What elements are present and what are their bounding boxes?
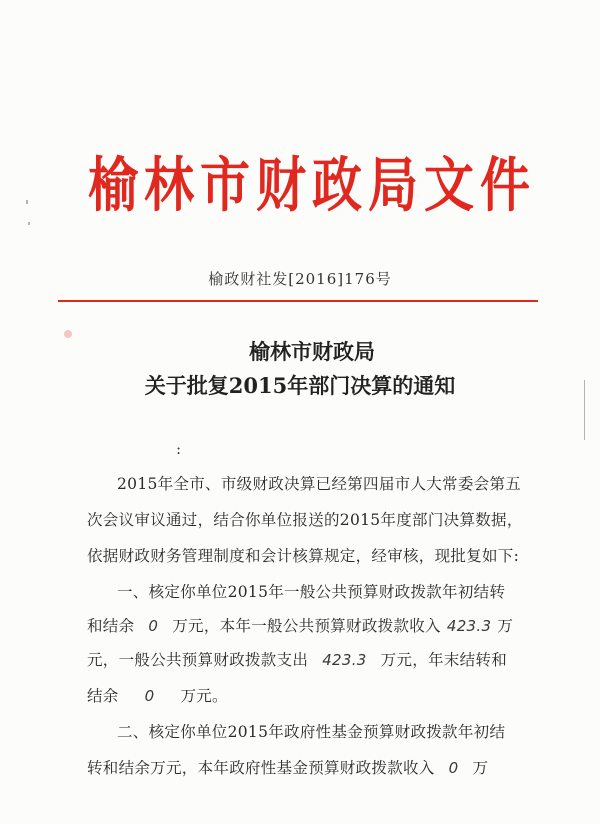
- paragraph-1-line-3: 依据财政财务管理制度和会计核算规定，经审核，现批复如下:: [87, 547, 520, 565]
- scan-edge-line: [584, 380, 585, 440]
- income-value: 423.3: [446, 617, 492, 635]
- paragraph-1-line-1: 2015年全市、市级财政决算已经第四届市人大常委会第五: [117, 475, 522, 493]
- seal-trace: [64, 330, 72, 338]
- item-1-line-2-prefix: 和结余: [87, 617, 135, 635]
- opening-balance-value: 0: [148, 617, 159, 635]
- item-1-line-2: [87, 614, 513, 636]
- item-2-line-2-suffix: 万: [472, 759, 489, 777]
- item-2-line-2-prefix: 转和结余万元，本年政府性基金预算财政拨款收入: [87, 759, 435, 777]
- paragraph-1-line-2: 次会议审议通过，结合你单位报送的2015年度部门决算数据，: [87, 511, 523, 529]
- item-1-line-3-suffix: 万元，年末结转和: [380, 651, 508, 669]
- notice-title-line-1: 榆林市财政局: [249, 339, 375, 364]
- scan-mark: [28, 222, 30, 225]
- expenditure-value: 423.3: [322, 651, 367, 669]
- item-1-line-2-suffix: 万: [497, 617, 514, 635]
- scan-mark: [26, 200, 28, 204]
- item-1-line-4-prefix: 结余: [87, 687, 119, 705]
- item-1-line-4: [87, 684, 228, 706]
- item-1-line-2-middle: 万元，本年一般公共预算财政拨款收入: [172, 617, 441, 635]
- item-1-line-3-prefix: 元，一般公共预算财政拨款支出: [87, 651, 309, 669]
- red-divider-line: [58, 300, 538, 302]
- fund-income-value: 0: [448, 759, 459, 777]
- addressee: :: [176, 440, 182, 458]
- item-1-line-4-suffix: 万元。: [180, 687, 228, 705]
- item-1-line-1: 一、核定你单位2015年一般公共预算财政拨款年初结转: [117, 583, 506, 601]
- notice-title-line-2: 关于批复2015年部门决算的通知: [144, 373, 456, 398]
- closing-balance-value: 0: [144, 687, 155, 705]
- document-header-title: 榆林市财政局文件: [88, 149, 536, 220]
- item-2-line-2: [87, 756, 488, 778]
- item-1-line-3: [87, 648, 507, 670]
- item-2-line-1: 二、核定你单位2015年政府性基金预算财政拨款年初结: [117, 723, 506, 741]
- document-number: 榆政财社发[2016]176号: [208, 270, 392, 288]
